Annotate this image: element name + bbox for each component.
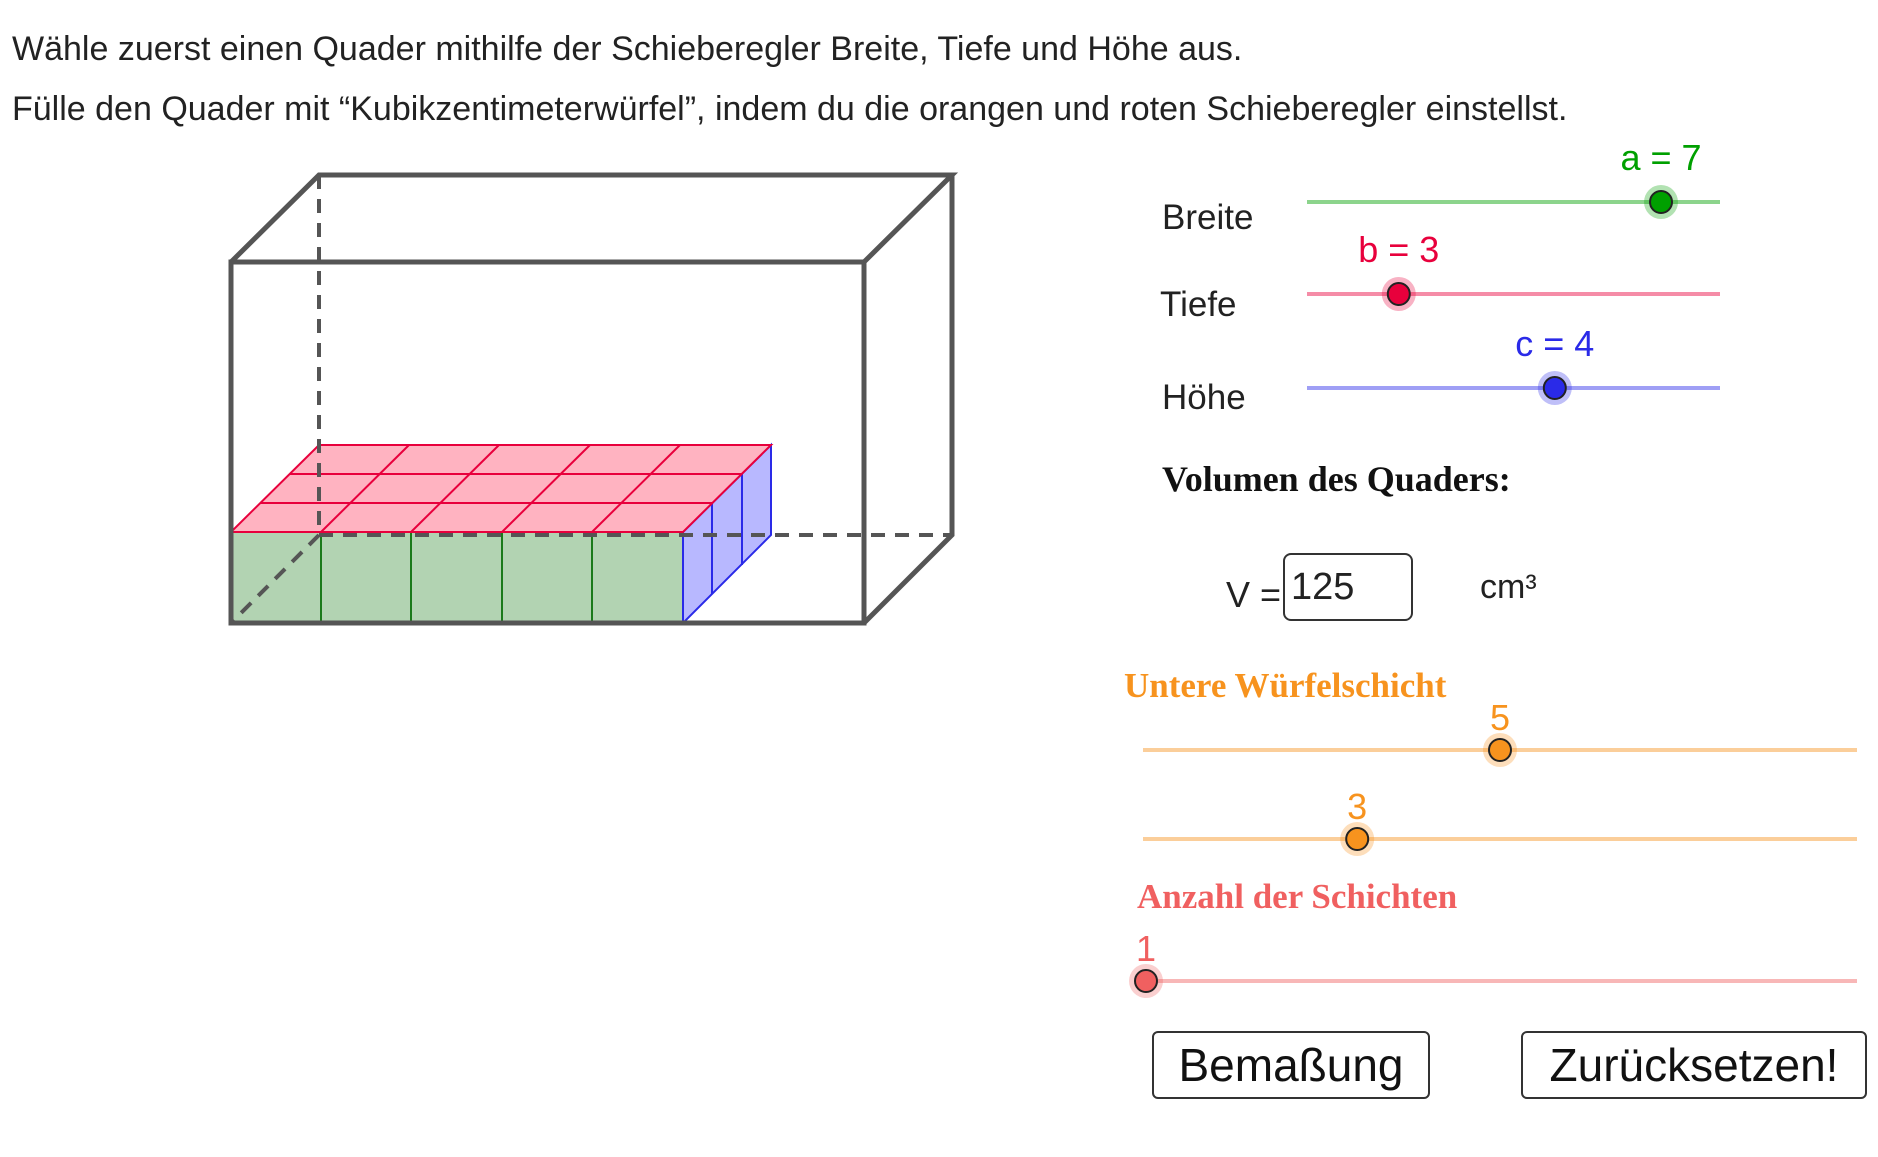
hoehe-label: Höhe — [1162, 378, 1246, 417]
volume-prefix: V = — [1226, 574, 1282, 615]
breite-slider-handle[interactable] — [1650, 191, 1672, 213]
breite-label: Breite — [1162, 198, 1254, 237]
anzahl-schichten-slider-value: 1 — [1135, 928, 1157, 969]
reset-button[interactable]: Zurücksetzen! — [1521, 1031, 1867, 1099]
untere-schicht-slider-1-handle[interactable] — [1489, 739, 1511, 761]
volume-input[interactable] — [1283, 553, 1413, 621]
anzahl-schichten-slider-handle[interactable] — [1135, 970, 1157, 992]
hoehe-slider-value: c = 4 — [1515, 323, 1595, 364]
hoehe-slider-handle[interactable] — [1544, 377, 1566, 399]
anzahl-schichten-heading: Anzahl der Schichten — [1137, 877, 1458, 916]
bemassung-button[interactable]: Bemaßung — [1152, 1031, 1430, 1099]
breite-slider[interactable] — [1307, 137, 1720, 219]
untere-schicht-slider-2-handle[interactable] — [1346, 828, 1368, 850]
hoehe-slider[interactable] — [1307, 323, 1720, 405]
tiefe-slider[interactable] — [1307, 229, 1720, 311]
untere-schicht-slider-1-value: 5 — [1489, 697, 1511, 738]
instruction-line-2: Fülle den Quader mit “Kubikzentimeterwürfel”, indem du die orangen und roten Schieberegler einstellst. — [12, 90, 1568, 128]
untere-schicht-slider-2-value: 3 — [1347, 786, 1368, 827]
volume-heading: Volumen des Quaders: — [1162, 459, 1511, 499]
untere-schicht-slider-1[interactable] — [1143, 697, 1857, 767]
volume-unit: cm³ — [1480, 568, 1537, 606]
untere-schicht-slider-2[interactable] — [1143, 786, 1857, 856]
instruction-line-1: Wähle zuerst einen Quader mithilfe der Schieberegler Breite, Tiefe und Höhe aus. — [12, 30, 1243, 68]
tiefe-slider-handle[interactable] — [1388, 283, 1410, 305]
tiefe-label: Tiefe — [1160, 285, 1237, 324]
tiefe-slider-value: b = 3 — [1358, 229, 1440, 270]
untere-wuerfelschicht-heading: Untere Würfelschicht — [1124, 666, 1447, 705]
anzahl-schichten-slider[interactable] — [1129, 928, 1857, 998]
breite-slider-value: a = 7 — [1620, 137, 1702, 178]
